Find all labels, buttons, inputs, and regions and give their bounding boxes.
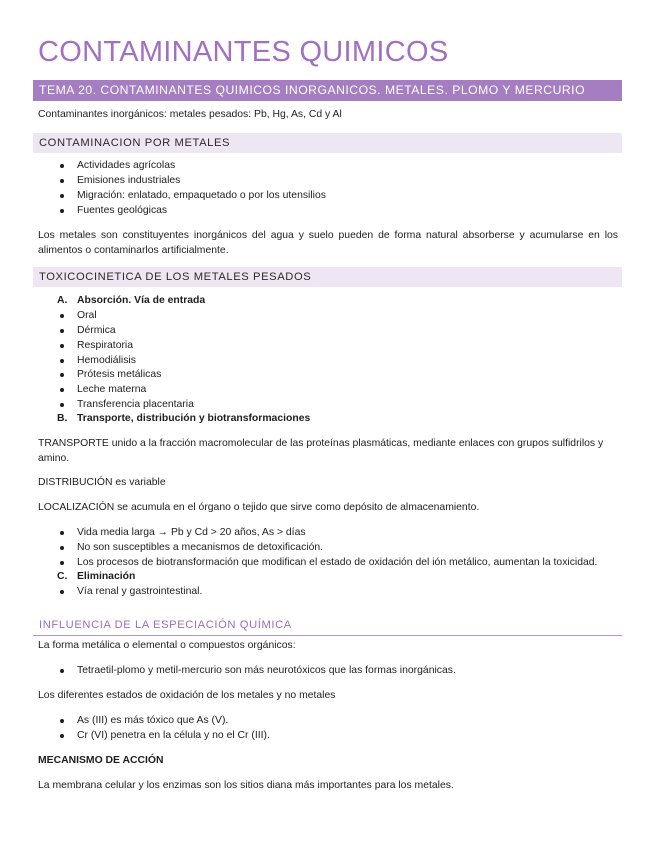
paragraph-localizacion: LOCALIZACIÓN se acumula en el órgano o tejido que sirve como depósito de almacenamiento.: [38, 502, 480, 513]
section-heading-contaminacion: CONTAMINACION POR METALES: [33, 133, 622, 153]
intro-text: Contaminantes inorgánicos: metales pesados: Pb, Hg, As, Cd y Al: [38, 109, 342, 120]
section-heading-toxicocinetica: TOXICOCINETICA DE LOS METALES PESADOS: [33, 267, 622, 287]
paragraph-oxidacion: Los diferentes estados de oxidación de los metales y no metales: [38, 690, 336, 701]
page-title: CONTAMINANTES QUIMICOS: [38, 36, 449, 68]
paragraph-membrana: La membrana celular y los enzimas son los sitios diana más importantes para los metales.: [38, 780, 454, 791]
paragraph-forma-metalica: La forma metálica o elemental o compuestos orgánicos:: [38, 640, 296, 651]
document-page: CONTAMINANTES QUIMICOS TEMA 20. CONTAMINANTES QUIMICOS INORGANICOS. METALES. PLOMO Y MERCURIO Contaminantes inorgánicos: metales pesados: Pb, Hg, As, Cd y Al CONTAMINACION POR METALES Actividades agrícolas Emisiones industriales Migración: enlatado, empaquetado o por los utensilios Fuentes geológicas Los metales son constituyentes inorgánicos del agua y suelo pueden de forma natural absorberse y acumularse en los alimentos o contaminarlos artificialmente. TOXICOCINETICA DE LOS METALES PESADOS A. Absorción. Vía de entrada Oral Dérmica Respiratoria Hemodiálisis Prótesis metálicas Leche materna Transferencia placentaria B. Transporte, distribución y biotransformaciones TRANSPORTE unido a la fracción macromolecular de las proteínas plasmáticas, mediante enlaces con grupos sulfidrilos y amino. DISTRIBUCIÓN es variable LOCALIZACIÓN se acumula en el órgano o tejido que sirve como depósito de almacenamiento. Vida media larga → Pb y Cd > 20 años, As > días No son susceptibles a mecanismos de detoxificación. Los procesos de biotransformación que modifican el estado de oxidación del ión metálico, aumentan la toxicidad. C. Eliminación Vía renal y gastrointestinal. INFLUENCIA DE LA ESPECIACIÓN QUÍMICA La forma metálica o elemental o compuestos orgánicos: Tetraetil-plomo y metil-mercurio son más neurotóxicos que las formas inorgánicas. Los diferentes estados de oxidación de los metales y no metales As (III) es más tóxico que As (V). Cr (VI) penetra en la célula y no el Cr (III). MECANISMO DE ACCIÓN La membrana celular y los enzimas son los sitios diana más importantes para los metales.: [0, 0, 655, 848]
paragraph-transporte: TRANSPORTE unido a la fracción macromolecular de las proteínas plasmáticas, mediante enlaces con grupos sulfidrilos y amino.: [38, 438, 604, 464]
paragraph-distribucion: DISTRIBUCIÓN es variable: [38, 477, 166, 488]
tema-heading: TEMA 20. CONTAMINANTES QUIMICOS INORGANICOS. METALES. PLOMO Y MERCURIO: [33, 80, 622, 101]
section-heading-especiacion: INFLUENCIA DE LA ESPECIACIÓN QUÍMICA: [33, 618, 622, 636]
mecanismo-heading: MECANISMO DE ACCIÓN: [38, 755, 164, 766]
paragraph-metales: Los metales son constituyentes inorgánicos del agua y suelo pueden de forma natural absorberse y acumularse en los alimentos o contaminarlos artificialmente.: [38, 230, 618, 256]
